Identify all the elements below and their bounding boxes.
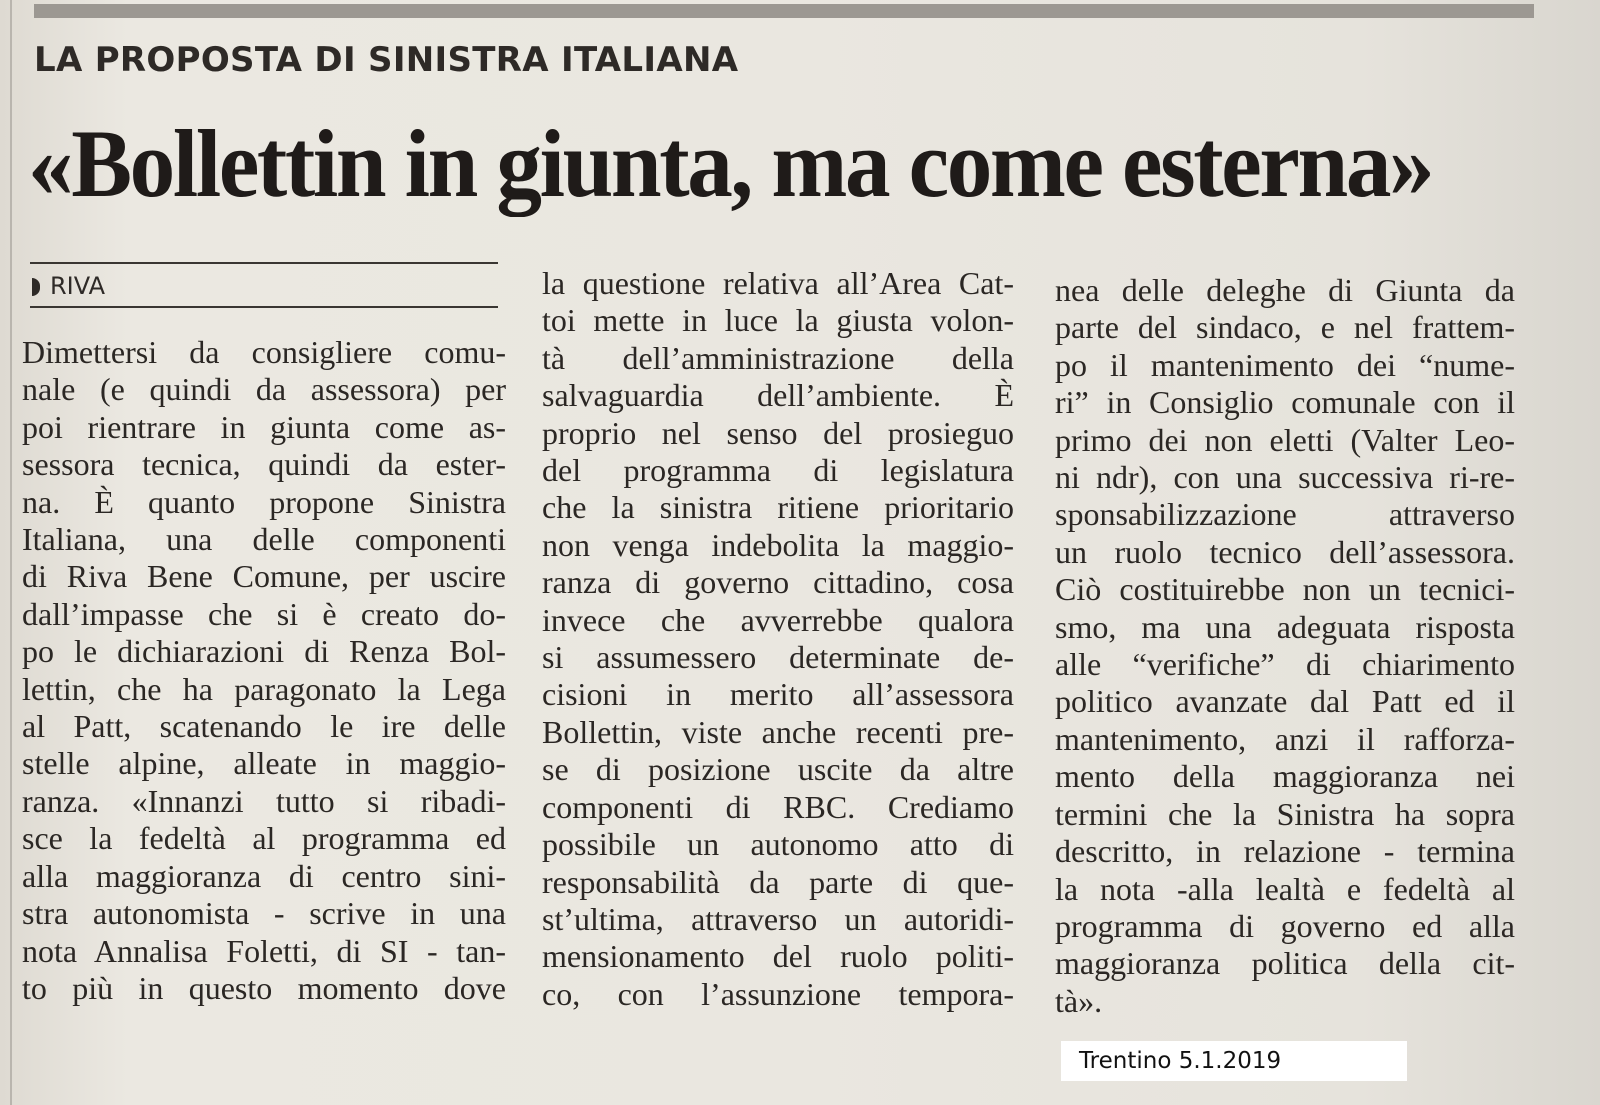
article-line: to più in questo momento dove bbox=[22, 969, 506, 1006]
clipping-edge bbox=[10, 0, 12, 1105]
article-line: alla maggioranza di centro sini- bbox=[22, 857, 506, 894]
article-line: smo, ma una adeguata risposta bbox=[1055, 608, 1515, 645]
article-line: programma di governo ed alla bbox=[1055, 907, 1515, 944]
dateline-rule-top bbox=[30, 262, 498, 264]
article-column-2 bbox=[542, 265, 1014, 1013]
dateline bbox=[32, 272, 105, 300]
article-line: ranza di governo cittadino, cosa bbox=[542, 564, 1014, 601]
article-line: politico avanzate dal Patt ed il bbox=[1055, 683, 1515, 720]
article-line: po il mantenimento dei “nume- bbox=[1055, 346, 1515, 383]
article-line: poi rientrare in giunta come as- bbox=[22, 408, 506, 445]
article-line: un ruolo tecnico dell’assessora. bbox=[1055, 533, 1515, 570]
article-line: termini che la Sinistra ha sopra bbox=[1055, 795, 1515, 832]
source-caption: Trentino 5.1.2019 bbox=[1061, 1041, 1407, 1081]
article-line: mento della maggioranza nei bbox=[1055, 758, 1515, 795]
article-line: tà dell’amministrazione della bbox=[542, 339, 1014, 376]
article-line: si assumessero determinate de- bbox=[542, 639, 1014, 676]
dateline-text: RIVA bbox=[50, 272, 106, 300]
article-line: non venga indebolita la maggio- bbox=[542, 526, 1014, 563]
article-line: st’ultima, attraverso un autoridi- bbox=[542, 900, 1014, 937]
article-line: di Riva Bene Comune, per uscire bbox=[22, 558, 506, 595]
article-line: responsabilità da parte di que- bbox=[542, 863, 1014, 900]
article-line: mensionamento del ruolo politi- bbox=[542, 938, 1014, 975]
article-column-3 bbox=[1055, 272, 1515, 1020]
article-line: mantenimento, anzi il rafforza- bbox=[1055, 720, 1515, 757]
article-line: componenti di RBC. Crediamo bbox=[542, 788, 1014, 825]
top-rule bbox=[34, 4, 1534, 18]
article-line: salvaguardia dell’ambiente. È bbox=[542, 377, 1014, 414]
article-line: descritto, in relazione - termina bbox=[1055, 833, 1515, 870]
article-line: al Patt, scatenando le ire delle bbox=[22, 708, 506, 745]
article-line: possibile un autonomo atto di bbox=[542, 826, 1014, 863]
article-line: che la sinistra ritiene prioritario bbox=[542, 489, 1014, 526]
article-line: proprio nel senso del prosieguo bbox=[542, 414, 1014, 451]
article-line: invece che avverrebbe qualora bbox=[542, 601, 1014, 638]
article-line: ranza. «Innanzi tutto si ribadi- bbox=[22, 782, 506, 819]
article-line: ni ndr), con una successiva ri-re- bbox=[1055, 459, 1515, 496]
article-line: alle “verifiche” di chiarimento bbox=[1055, 646, 1515, 683]
article-line: co, con l’assunzione tempora- bbox=[542, 975, 1014, 1012]
article-line: toi mette in luce la giusta volon- bbox=[542, 302, 1014, 339]
article-line: na. È quanto propone Sinistra bbox=[22, 483, 506, 520]
article-line: sessora tecnica, quindi da ester- bbox=[22, 446, 506, 483]
article-line: maggioranza politica della cit- bbox=[1055, 945, 1515, 982]
article-line: cisioni in merito all’assessora bbox=[542, 676, 1014, 713]
article-line: Ciò costituirebbe non un tecnici- bbox=[1055, 571, 1515, 608]
article-line: tà». bbox=[1055, 982, 1103, 1019]
article-line: sce la fedeltà al programma ed bbox=[22, 820, 506, 857]
article-line: nota Annalisa Foletti, di SI - tan- bbox=[22, 932, 506, 969]
article-line: del programma di legislatura bbox=[542, 452, 1014, 489]
article-line: se di posizione uscite da altre bbox=[542, 751, 1014, 788]
dateline-marker-icon bbox=[32, 278, 40, 296]
article-line: parte del sindaco, e nel frattem- bbox=[1055, 309, 1515, 346]
article-line: stra autonomista - scrive in una bbox=[22, 895, 506, 932]
article-line: dall’impasse che si è creato do- bbox=[22, 595, 506, 632]
article-headline: «Bollettin in giunta, ma come esterna» bbox=[28, 110, 1433, 217]
article-line: nea delle deleghe di Giunta da bbox=[1055, 272, 1515, 308]
article-kicker: LA PROPOSTA DI SINISTRA ITALIANA bbox=[34, 40, 739, 80]
article-line: sponsabilizzazione attraverso bbox=[1055, 496, 1515, 533]
article-line: Bollettin, viste anche recenti pre- bbox=[542, 713, 1014, 750]
article-line: la questione relativa all’Area Cat- bbox=[542, 265, 1014, 301]
article-line: po le dichiarazioni di Renza Bol- bbox=[22, 633, 506, 670]
article-line: lettin, che ha paragonato la Lega bbox=[22, 670, 506, 707]
article-line: Dimettersi da consigliere comu- bbox=[22, 334, 506, 370]
article-line: la nota -alla lealtà e fedeltà al bbox=[1055, 870, 1515, 907]
article-line: stelle alpine, alleate in maggio- bbox=[22, 745, 506, 782]
article-line: ri” in Consiglio comunale con il bbox=[1055, 384, 1515, 421]
article-line: Italiana, una delle componenti bbox=[22, 521, 506, 558]
article-line: nale (e quindi da assessora) per bbox=[22, 371, 506, 408]
article-column-1 bbox=[22, 334, 506, 1007]
article-line: primo dei non eletti (Valter Leo- bbox=[1055, 421, 1515, 458]
dateline-rule-bottom bbox=[30, 306, 498, 308]
